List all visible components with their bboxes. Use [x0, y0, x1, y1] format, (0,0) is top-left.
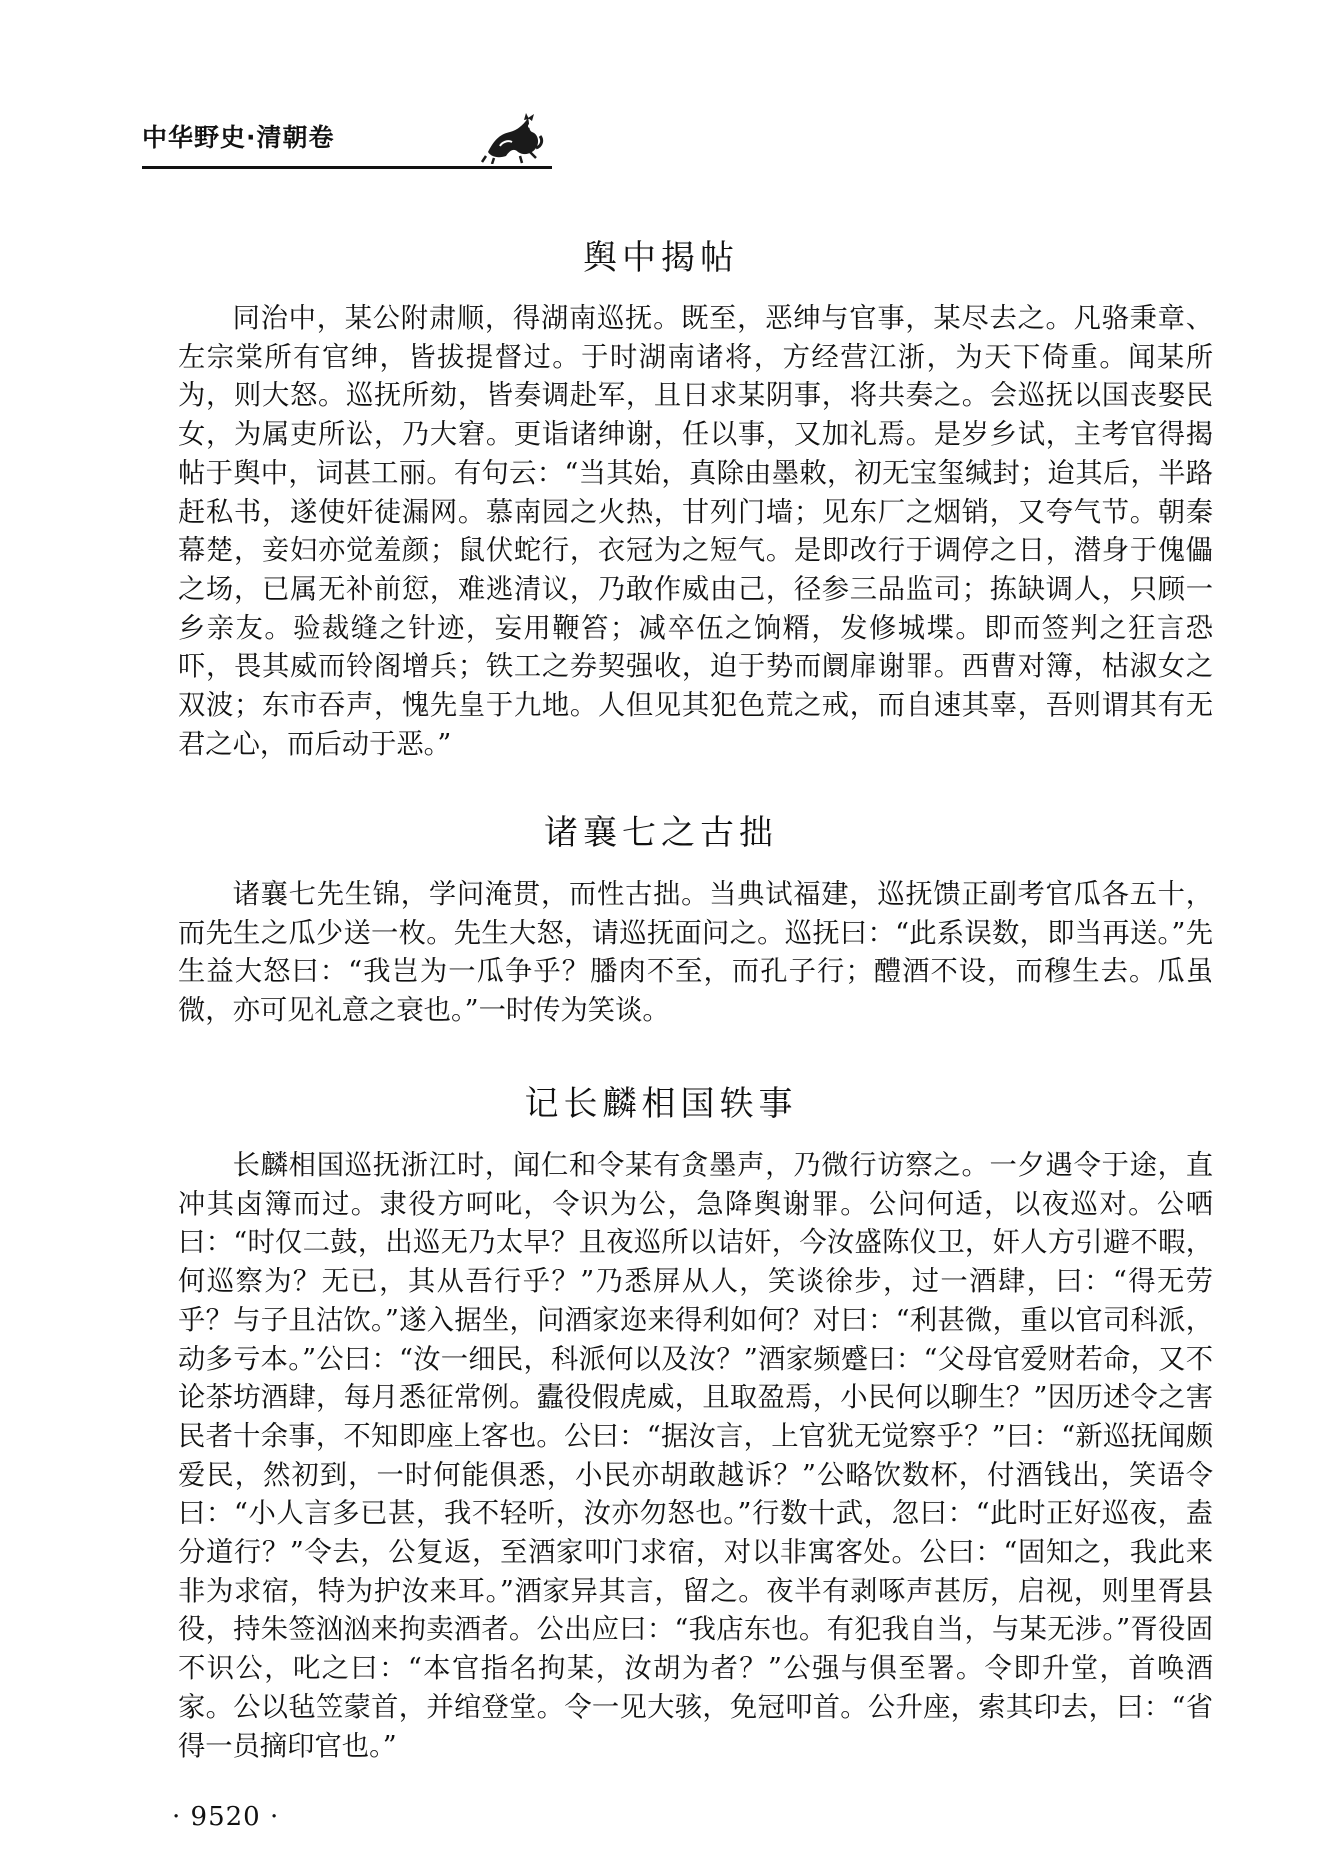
page-number: · 9520 ·	[172, 1802, 280, 1832]
running-header	[142, 112, 552, 172]
dragon-emblem-icon	[480, 112, 544, 164]
section-body-2: 诸襄七先生锦，学问淹贯，而性古拙。当典试福建，巡抚馈正副考官瓜各五十，而先生之瓜少送一枚。先生大怒，请巡抚面问之。巡抚曰：“此系误数，即当再送。”先生益大怒曰：“我岂为一瓜争乎？膰肉不至，而孔子行；醴酒不设，而穆生去。瓜虽微，亦可见礼意之衰也。”一时传为笑谈。	[178, 879, 1213, 1027]
dragon-emblem-graphic	[480, 112, 544, 164]
section-body-1: 同治中，某公附肃顺，得湖南巡抚。既至，恶绅与官事，某尽去之。凡骆秉章、左宗棠所有官绅，皆拔提督过。于时湖南诸将，方经营江浙，为天下倚重。闻某所为，则大怒。巡抚所劾，皆奏调赴军，且日求某阴事，将共奏之。会巡抚以国丧娶民女，为属吏所讼，乃大窘。更诣诸绅谢，任以事，又加礼焉。是岁乡试，主考官得揭帖于舆中，词甚工丽。有句云：“当其始，真除由墨敕，初无宝玺缄封；迨其后，半路赶私书，遂使奸徒漏网。慕南园之火热，甘列门墙；见东厂之烟销，又夸气节。朝秦幕楚，妾妇亦觉羞颜；鼠伏蛇行，衣冠为之短气。是即改行于调停之日，潜身于傀儡之场，已属无补前愆，难逃清议，乃敢作威由己，径参三品监司；拣缺调人，只顾一乡亲友。验裁缝之针迹，妄用鞭笞；减卒伍之饷糈，发修城堞。即而签判之狂言恐吓，畏其威而铃阁增兵；铁工之券契强收，迫于势而阛扉谢罪。西曹对簿，枯淑女之双波；东市吞声，愧先皇于九地。人但见其犯色荒之戒，而自速其辜，吾则谓其有无君之心，而后动于恶。”	[178, 303, 1213, 760]
section-title-3: 记长麟相国轶事	[524, 1084, 798, 1124]
book-title: 中华野史·清朝卷	[142, 123, 335, 152]
header-rule	[142, 166, 552, 169]
section-title-2: 诸襄七之古拙	[544, 813, 778, 853]
section-title-1: 舆中揭帖	[583, 238, 739, 278]
section-body-3: 长麟相国巡抚浙江时，闻仁和令某有贪墨声，乃微行访察之。一夕遇令于途，直冲其卤簿而过。隶役方呵叱，令识为公，急降舆谢罪。公问何适，以夜巡对。公哂曰：“时仅二鼓，出巡无乃太早？且夜巡所以诘奸，今汝盛陈仪卫，奸人方引避不暇，何巡察为？无已，其从吾行乎？”乃悉屏从人，笑谈徐步，过一酒肆，曰：“得无劳乎？与子且沽饮。”遂入据坐，问酒家迩来得利如何？对曰：“利甚微，重以官司科派，动多亏本。”公曰：“汝一细民，科派何以及汝？”酒家频蹙曰：“父母官爱财若命，又不论茶坊酒肆，每月悉征常例。蠹役假虎威，且取盈焉，小民何以聊生？”因历述令之害民者十余事，不知即座上客也。公曰：“据汝言，上官犹无觉察乎？”曰：“新巡抚闻颇爱民，然初到，一时何能俱悉，小民亦胡敢越诉？”公略饮数杯，付酒钱出，笑语令曰：“小人言多已甚，我不轻听，汝亦勿怒也。”行数十武，忽曰：“此时正好巡夜，盍分道行？”令去，公复返，至酒家叩门求宿，对以非寓客处。公曰：“固知之，我此来非为求宿，特为护汝来耳。”酒家异其言，留之。夜半有剥啄声甚厉，启视，则里胥县役，持朱签汹汹来拘卖酒者。公出应曰：“我店东也。有犯我自当，与某无涉。”胥役固不识公，叱之曰：“本官指名拘某，汝胡为者？”公强与俱至署。令即升堂，首唤酒家。公以毡笠蒙首，并绾登堂。令一见大骇，免冠叩首。公升座，索其印去，曰：“省得一员摘印官也。”	[178, 1150, 1213, 1762]
